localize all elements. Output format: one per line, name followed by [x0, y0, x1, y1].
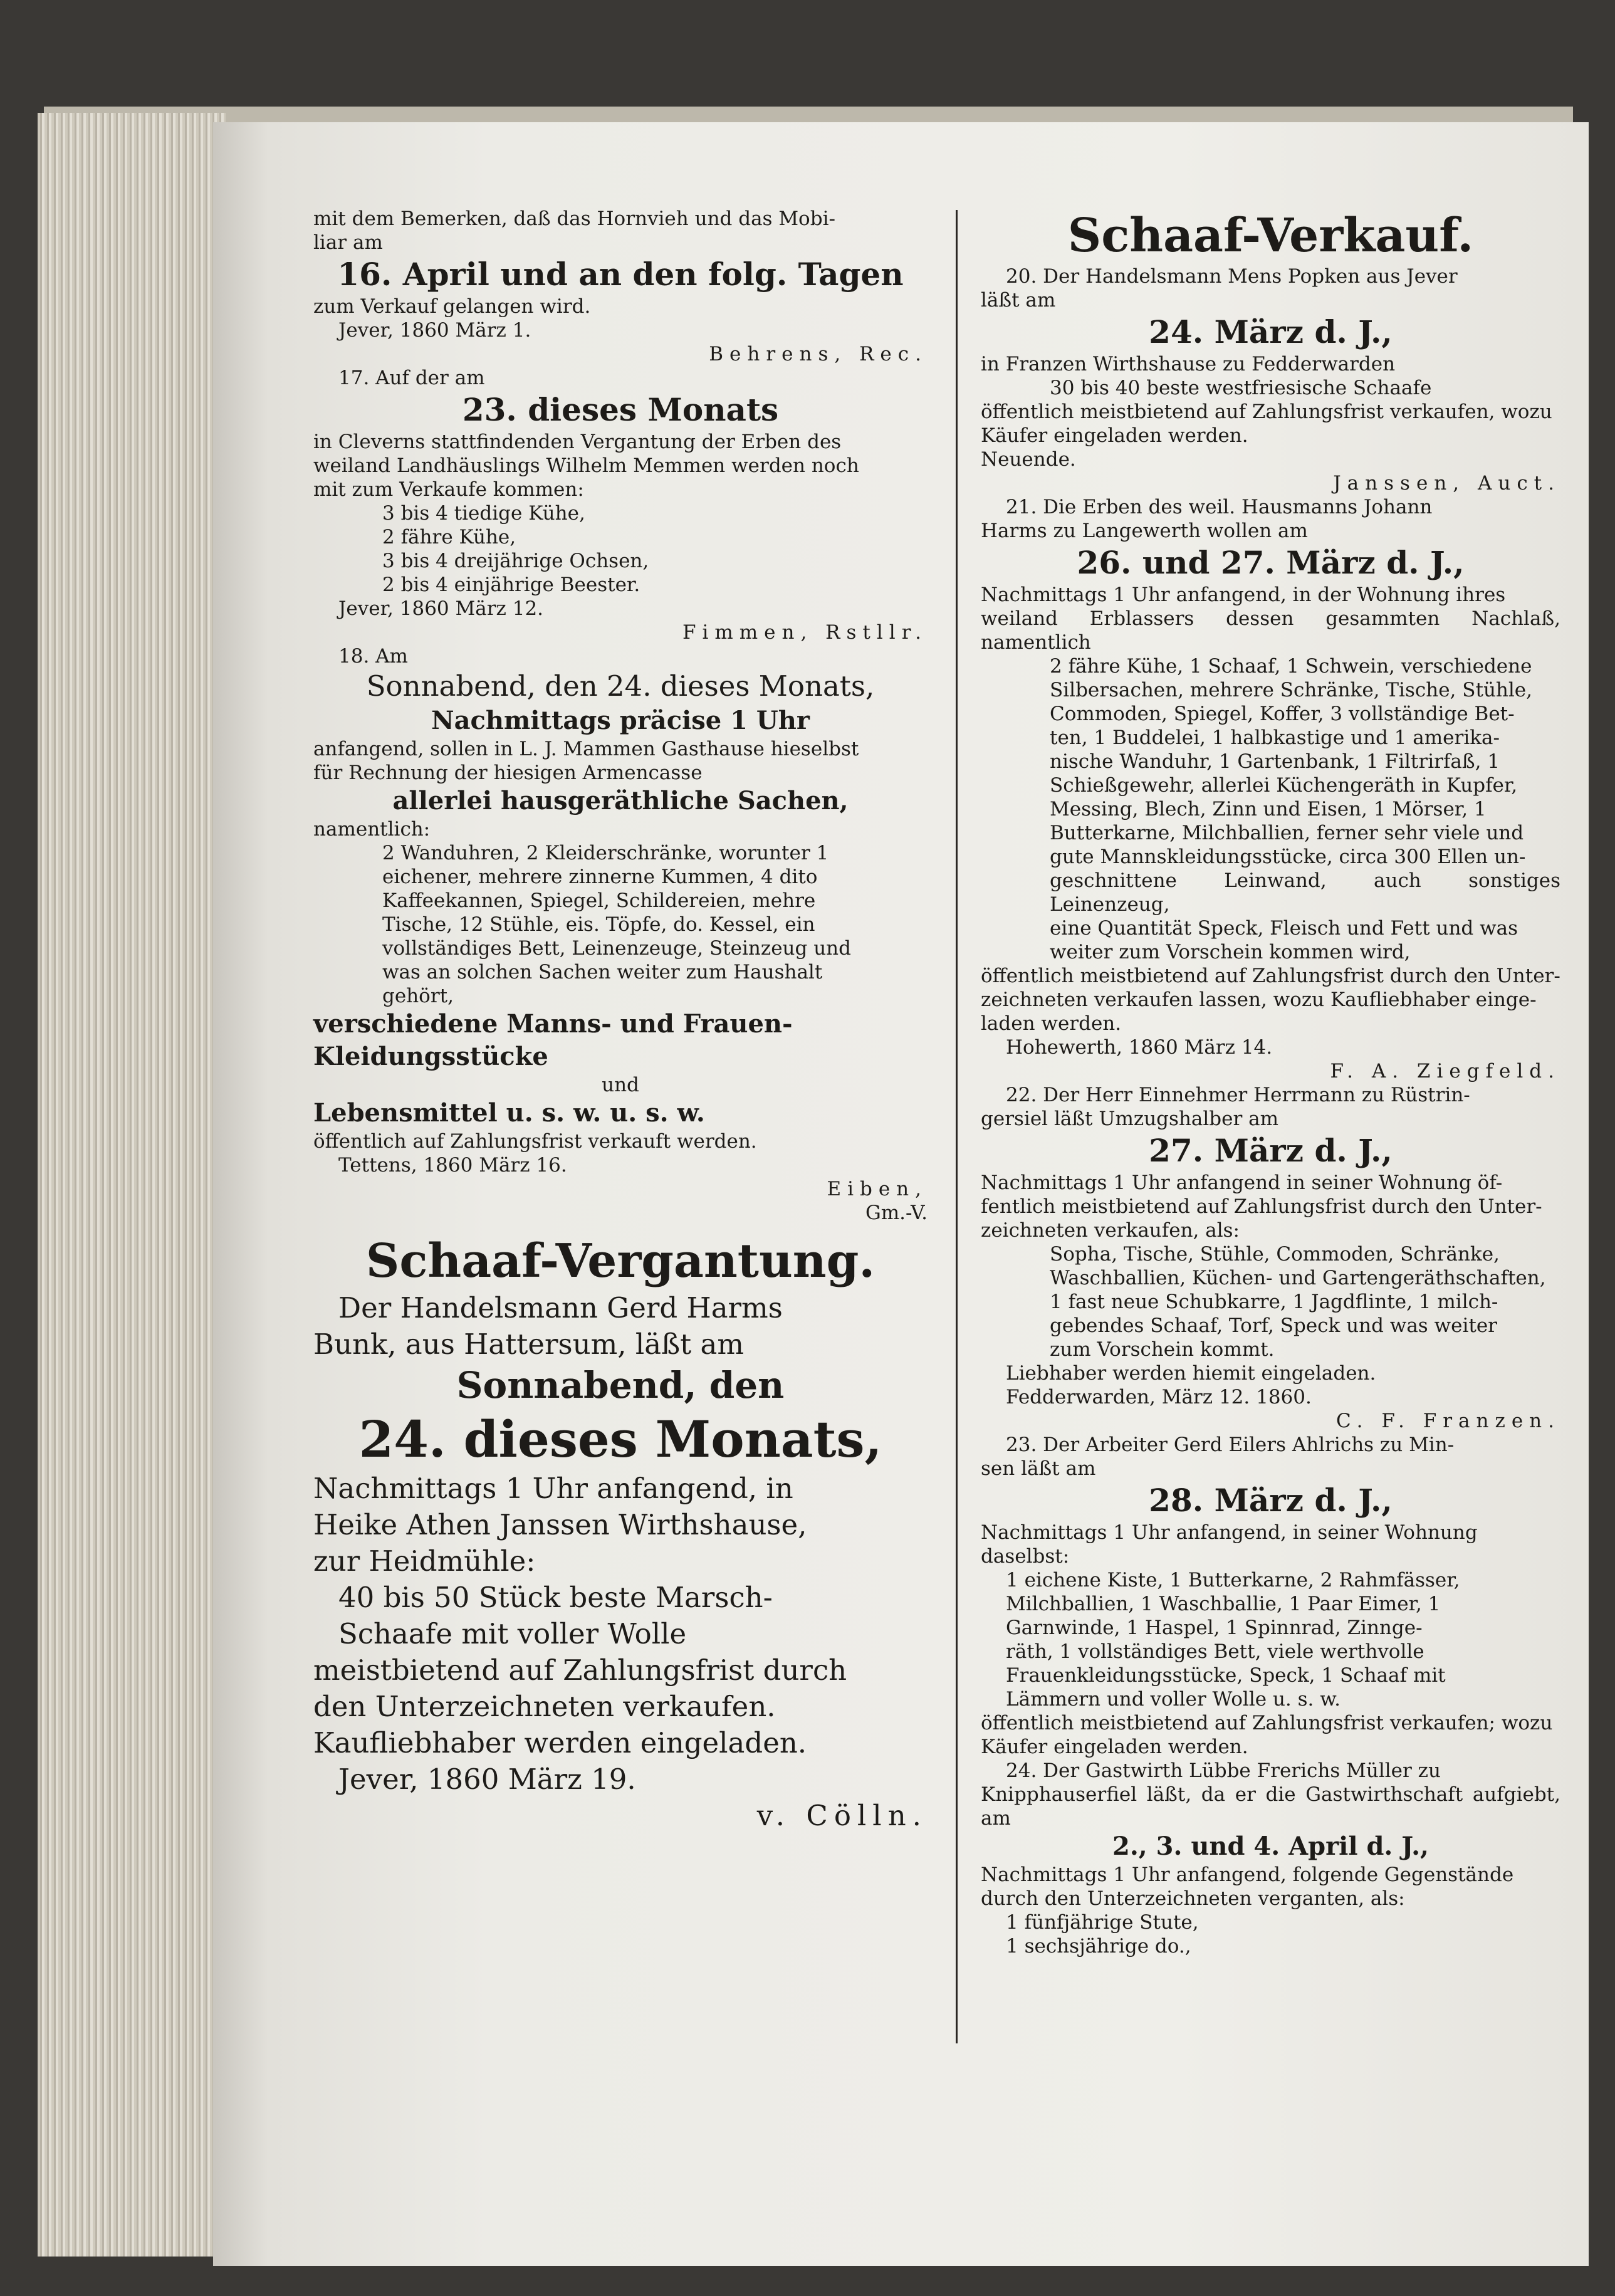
text-line: was an solchen Sachen weiter zum Haushalt	[382, 961, 823, 983]
text-line: gehört,	[382, 985, 454, 1007]
list-item: 2 bis 4 einjährige Beester.	[382, 574, 640, 596]
text-line: gebendes Schaaf, Torf, Speck und was weiter	[1050, 1314, 1497, 1337]
signature: Gm.-V.	[865, 1202, 928, 1224]
text-line: Schaafe mit voller Wolle	[338, 1617, 687, 1650]
text-line: mit dem Bemerken, daß das Hornvieh und das Mobi-	[313, 207, 835, 230]
list-item: 3 bis 4 tiedige Kühe,	[382, 502, 585, 525]
list-item: Frauenkleidungsstücke, Speck, 1 Schaaf mit	[1006, 1664, 1446, 1687]
signature: Janssen, Auct.	[1333, 472, 1560, 495]
text-line: zeichneten verkaufen, als:	[981, 1219, 1240, 1242]
right-column	[981, 207, 1560, 1958]
text-line: öffentlich meistbietend auf Zahlungsfrist durch den Unter-	[981, 965, 1560, 987]
text-line: in Franzen Wirthshause zu Fedderwarden	[981, 353, 1396, 375]
notice-number: 22. Der Herr Einnehmer Herrmann zu Rüstrin-	[1006, 1084, 1470, 1106]
text-line: läßt am	[981, 289, 1056, 312]
text-line: Bunk, aus Hattersum, läßt am	[313, 1328, 745, 1361]
date-heading: 24. März d. J.,	[1149, 313, 1393, 350]
date-heading: 27. März d. J.,	[1149, 1132, 1393, 1169]
list-item: Lämmern und voller Wolle u. s. w.	[1006, 1688, 1341, 1711]
text-line: Jever, 1860 März 12.	[338, 597, 544, 620]
list-item: Milchballien, 1 Waschballie, 1 Paar Eimer, 1	[1006, 1593, 1441, 1615]
text-line: vollständiges Bett, Leinenzeuge, Steinzeug und	[382, 937, 851, 960]
list-item: Garnwinde, 1 Haspel, 1 Spinnrad, Zinnge-	[1006, 1617, 1423, 1639]
item-heading: Kleidungsstücke	[313, 1042, 548, 1071]
text-line: Messing, Blech, Zinn und Eisen, 1 Mörser, 1	[1050, 798, 1487, 820]
column-divider	[956, 210, 958, 2043]
text-line: in Cleverns stattfindenden Vergantung der Erben des	[313, 431, 842, 453]
text-line: nische Wanduhr, 1 Gartenbank, 1 Filtrirfaß, 1	[1050, 750, 1500, 773]
text-line: Fedderwarden, März 12. 1860.	[1006, 1386, 1312, 1408]
text-line: weiland Erblassers dessen gesammten Nachlaß, namentlich	[981, 607, 1560, 654]
text-line: 30 bis 40 beste westfriesische Schaafe	[1050, 377, 1432, 399]
notice-number: 17. Auf der am	[338, 367, 485, 389]
signature: C. F. Franzen.	[1336, 1410, 1560, 1432]
text-line: zeichneten verkaufen lassen, wozu Kaufliebhaber einge-	[981, 988, 1537, 1011]
date-heading: 23. dieses Monats	[462, 391, 779, 428]
text-line: Der Handelsmann Gerd Harms	[338, 1291, 783, 1324]
text-line: Tettens, 1860 März 16.	[338, 1154, 567, 1177]
signature: F. A. Ziegfeld.	[1330, 1060, 1560, 1082]
date-heading: 16. April und an den folg. Tagen	[337, 256, 904, 293]
signature: v. Cölln.	[756, 1799, 928, 1832]
text-line: gersiel läßt Umzugshalber am	[981, 1108, 1279, 1130]
date-heading: 24. dieses Monats,	[358, 1410, 882, 1469]
text-line: Neuende.	[981, 448, 1076, 471]
text-line: Nachmittags 1 Uhr anfangend, in der Wohnung ihres	[981, 584, 1506, 606]
text-line: für Rechnung der hiesigen Armencasse	[313, 762, 703, 784]
text-line: öffentlich meistbietend auf Zahlungsfrist verkaufen, wozu	[981, 401, 1552, 423]
text-line: weiland Landhäuslings Wilhelm Memmen werden noch	[313, 454, 859, 477]
signature: Eiben,	[827, 1178, 928, 1200]
text-line: Harms zu Langewerth wollen am	[981, 520, 1308, 542]
text-line: Kaffeekannen, Spiegel, Schildereien, mehre	[382, 889, 816, 912]
left-column	[313, 207, 928, 1834]
text-line: Jever, 1860 März 1.	[338, 319, 531, 342]
time-heading: Nachmittags präcise 1 Uhr	[431, 706, 810, 735]
section-title: Schaaf-Vergantung.	[365, 1234, 875, 1288]
text-line: Nachmittags 1 Uhr anfangend, in seiner Wohnung	[981, 1521, 1478, 1544]
list-item: 3 bis 4 dreijährige Ochsen,	[382, 550, 649, 572]
text-line: 2 fähre Kühe, 1 Schaaf, 1 Schwein, verschiedene	[1050, 655, 1532, 678]
text-line: Tische, 12 Stühle, eis. Töpfe, do. Kessel, ein	[382, 913, 815, 936]
text-line: und	[602, 1074, 639, 1096]
text-line: liar am	[313, 231, 383, 254]
text-line: Jever, 1860 März 19.	[338, 1763, 636, 1796]
list-item: 1 sechsjährige do.,	[1006, 1935, 1191, 1958]
date-heading: 2., 3. und 4. April d. J.,	[1112, 1832, 1429, 1861]
text-line: meistbietend auf Zahlungsfrist durch	[313, 1654, 847, 1687]
text-line: öffentlich meistbietend auf Zahlungsfrist verkaufen; wozu	[981, 1712, 1553, 1734]
text-line: daselbst:	[981, 1545, 1070, 1568]
text-line: fentlich meistbietend auf Zahlungsfrist durch den Unter-	[981, 1195, 1542, 1218]
text-line: Hohewerth, 1860 März 14.	[1006, 1036, 1273, 1059]
notice-number: 20. Der Handelsmann Mens Popken aus Jever	[1006, 265, 1458, 288]
text-line: Nachmittags 1 Uhr anfangend in seiner Wohnung öf-	[981, 1172, 1503, 1194]
notice-number: 23. Der Arbeiter Gerd Eilers Ahlrichs zu Min-	[1006, 1434, 1455, 1456]
text-line: öffentlich auf Zahlungsfrist verkauft werden.	[313, 1130, 757, 1153]
date-heading: 26. und 27. März d. J.,	[1077, 544, 1465, 581]
section-title: Schaaf-Verkauf.	[1067, 209, 1474, 263]
text-line: Waschballien, Küchen- und Gartengeräthschaften,	[1050, 1267, 1546, 1289]
text-line: ten, 1 Buddelei, 1 halbkastige und 1 amerika-	[1050, 726, 1500, 749]
text-line: Liebhaber werden hiemit eingeladen.	[1006, 1362, 1376, 1385]
text-line: den Unterzeichneten verkaufen.	[313, 1690, 776, 1723]
text-line: Knipphauserfiel läßt, da er die Gastwirthschaft aufgiebt, am	[981, 1783, 1560, 1830]
text-line: 40 bis 50 Stück beste Marsch-	[338, 1581, 773, 1614]
book-page-edges	[38, 113, 226, 2257]
text-line: Kaufliebhaber werden eingeladen.	[313, 1726, 807, 1759]
text-line: gute Mannskleidungsstücke, circa 300 Ellen un-	[1050, 846, 1526, 868]
text-line: laden werden.	[981, 1012, 1122, 1035]
item-heading: Lebensmittel u. s. w. u. s. w.	[313, 1098, 705, 1128]
text-line: eine Quantität Speck, Fleisch und Fett und was	[1050, 917, 1518, 940]
text-line: Sopha, Tische, Stühle, Commoden, Schränke,	[1050, 1243, 1500, 1266]
text-line: Käufer eingeladen werden.	[981, 1736, 1248, 1758]
text-line: 1 fast neue Schubkarre, 1 Jagdflinte, 1 milch-	[1050, 1291, 1498, 1313]
text-line: zum Verkauf gelangen wird.	[313, 295, 591, 318]
text-line: mit zum Verkaufe kommen:	[313, 478, 584, 501]
text-line: Schießgewehr, allerlei Küchengeräth in Kupfer,	[1050, 774, 1518, 797]
text-line: Nachmittags 1 Uhr anfangend, in	[313, 1472, 793, 1505]
text-line: Nachmittags 1 Uhr anfangend, folgende Gegenstände	[981, 1864, 1514, 1886]
notice-number: 24. Der Gastwirth Lübbe Frerichs Müller zu	[1006, 1759, 1441, 1782]
text-line: anfangend, sollen in L. J. Mammen Gasthause hieselbst	[313, 738, 859, 760]
text-line: weiter zum Vorschein kommen wird,	[1050, 941, 1411, 963]
list-item: räth, 1 vollständiges Bett, viele werthvolle	[1006, 1640, 1424, 1663]
notice-number: 18. Am	[338, 645, 408, 668]
text-line: Käufer eingeladen werden.	[981, 424, 1248, 447]
text-line: Heike Athen Janssen Wirthshause,	[313, 1508, 807, 1541]
text-line: zur Heidmühle:	[313, 1544, 536, 1578]
date-heading: 28. März d. J.,	[1149, 1482, 1393, 1519]
item-heading: allerlei hausgeräthliche Sachen,	[392, 786, 849, 815]
item-heading: verschiedene Manns- und Frauen-	[313, 1009, 793, 1039]
text-line: eichener, mehrere zinnerne Kummen, 4 dito	[382, 866, 818, 888]
date-heading: Sonnabend, den	[456, 1364, 785, 1407]
text-line: zum Vorschein kommt.	[1050, 1338, 1275, 1361]
list-item: 1 fünfjährige Stute,	[1006, 1911, 1199, 1934]
text-line: Butterkarne, Milchballien, ferner sehr viele und	[1050, 822, 1524, 844]
date-heading: Sonnabend, den 24. dieses Monats,	[366, 669, 875, 703]
list-item: 2 fähre Kühe,	[382, 526, 516, 548]
notice-number: 21. Die Erben des weil. Hausmanns Johann	[1006, 496, 1433, 518]
text-line: Commoden, Spiegel, Koffer, 3 vollständige Bet-	[1050, 703, 1515, 725]
signature: Behrens, Rec.	[709, 343, 928, 365]
text-line: durch den Unterzeichneten verganten, als:	[981, 1887, 1405, 1910]
signature: Fimmen, Rstllr.	[682, 621, 928, 644]
text-line: namentlich:	[313, 818, 431, 841]
text-line: Silbersachen, mehrere Schränke, Tische, Stühle,	[1050, 679, 1532, 701]
text-line: sen läßt am	[981, 1457, 1096, 1480]
text-line: 2 Wanduhren, 2 Kleiderschränke, worunter 1	[382, 842, 829, 864]
text-line: geschnittene Leinwand, auch sonstiges Leinenzeug,	[1050, 869, 1560, 916]
list-item: 1 eichene Kiste, 1 Butterkarne, 2 Rahmfässer,	[1006, 1569, 1460, 1591]
